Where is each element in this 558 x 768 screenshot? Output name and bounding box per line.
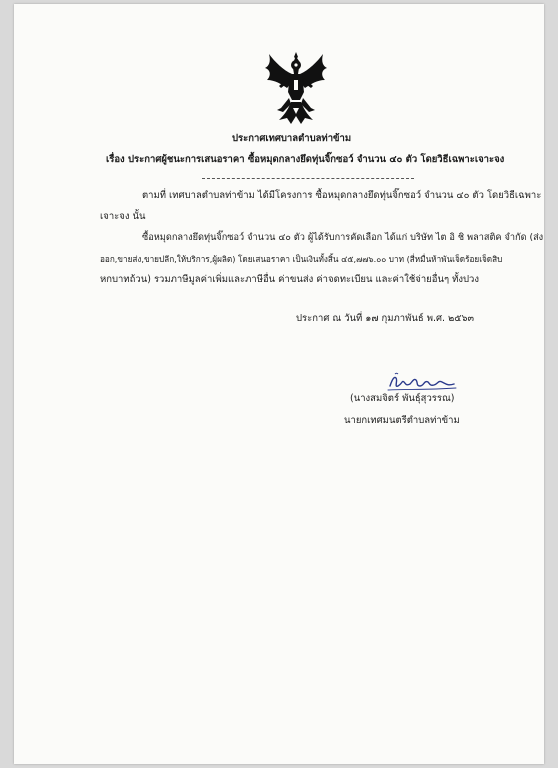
- paragraph-2-line-2: ออก,ขายส่ง,ขายปลีก,ให้บริการ,ผู้ผลิต) โดยเสนอราคา เป็นเงินทั้งสิ้น ๔๕,๗๗๖.๐๐ บาท (สี่หมื่นห้าพันเจ็ดร้อยเจ็ดสิบ: [100, 254, 503, 264]
- paragraph-2-line-3: หกบาทถ้วน) รวมภาษีมูลค่าเพิ่มและภาษีอื่น ค่าขนส่ง ค่าจดทะเบียน และค่าใช้จ่ายอื่นๆ ทั้งปวง: [100, 274, 479, 285]
- announcement-subject: เรื่อง ประกาศผู้ชนะการเสนอราคา ซื้อหมุดกลางยึดทุ่นจิ๊กซอว์ จำนวน ๔๐ ตัว โดยวิธีเฉพาะเจาะจง: [106, 154, 505, 165]
- signatory-name: (นางสมจิตร์ พันธุ์สุวรรณ): [350, 393, 455, 404]
- signatory-position: นายกเทศมนตรีตำบลท่าข้าม: [344, 415, 460, 426]
- divider: [202, 178, 414, 179]
- garuda-emblem-icon: [265, 52, 327, 126]
- paragraph-1-line-1: ตามที่ เทศบาลตำบลท่าข้าม ได้มีโครงการ ซื้อหมุดกลางยึดทุ่นจิ๊กซอว์ จำนวน ๔๐ ตัว โดยวิธีเฉพาะ: [142, 190, 542, 201]
- paragraph-1-line-2: เจาะจง นั้น: [100, 211, 146, 222]
- announcement-title: ประกาศเทศบาลตำบลท่าข้าม: [232, 133, 352, 144]
- document-page: [14, 4, 544, 764]
- paragraph-2-line-1: ซื้อหมุดกลางยึดทุ่นจิ๊กซอว์ จำนวน ๔๐ ตัว ผู้ได้รับการคัดเลือก ได้แก่ บริษัท ไต อิ ชิ พลาสติค จำกัด (ส่ง: [142, 232, 544, 243]
- date-line: ประกาศ ณ วันที่ ๑๗ กุมภาพันธ์ พ.ศ. ๒๕๖๓: [296, 313, 475, 324]
- signature: [386, 370, 460, 394]
